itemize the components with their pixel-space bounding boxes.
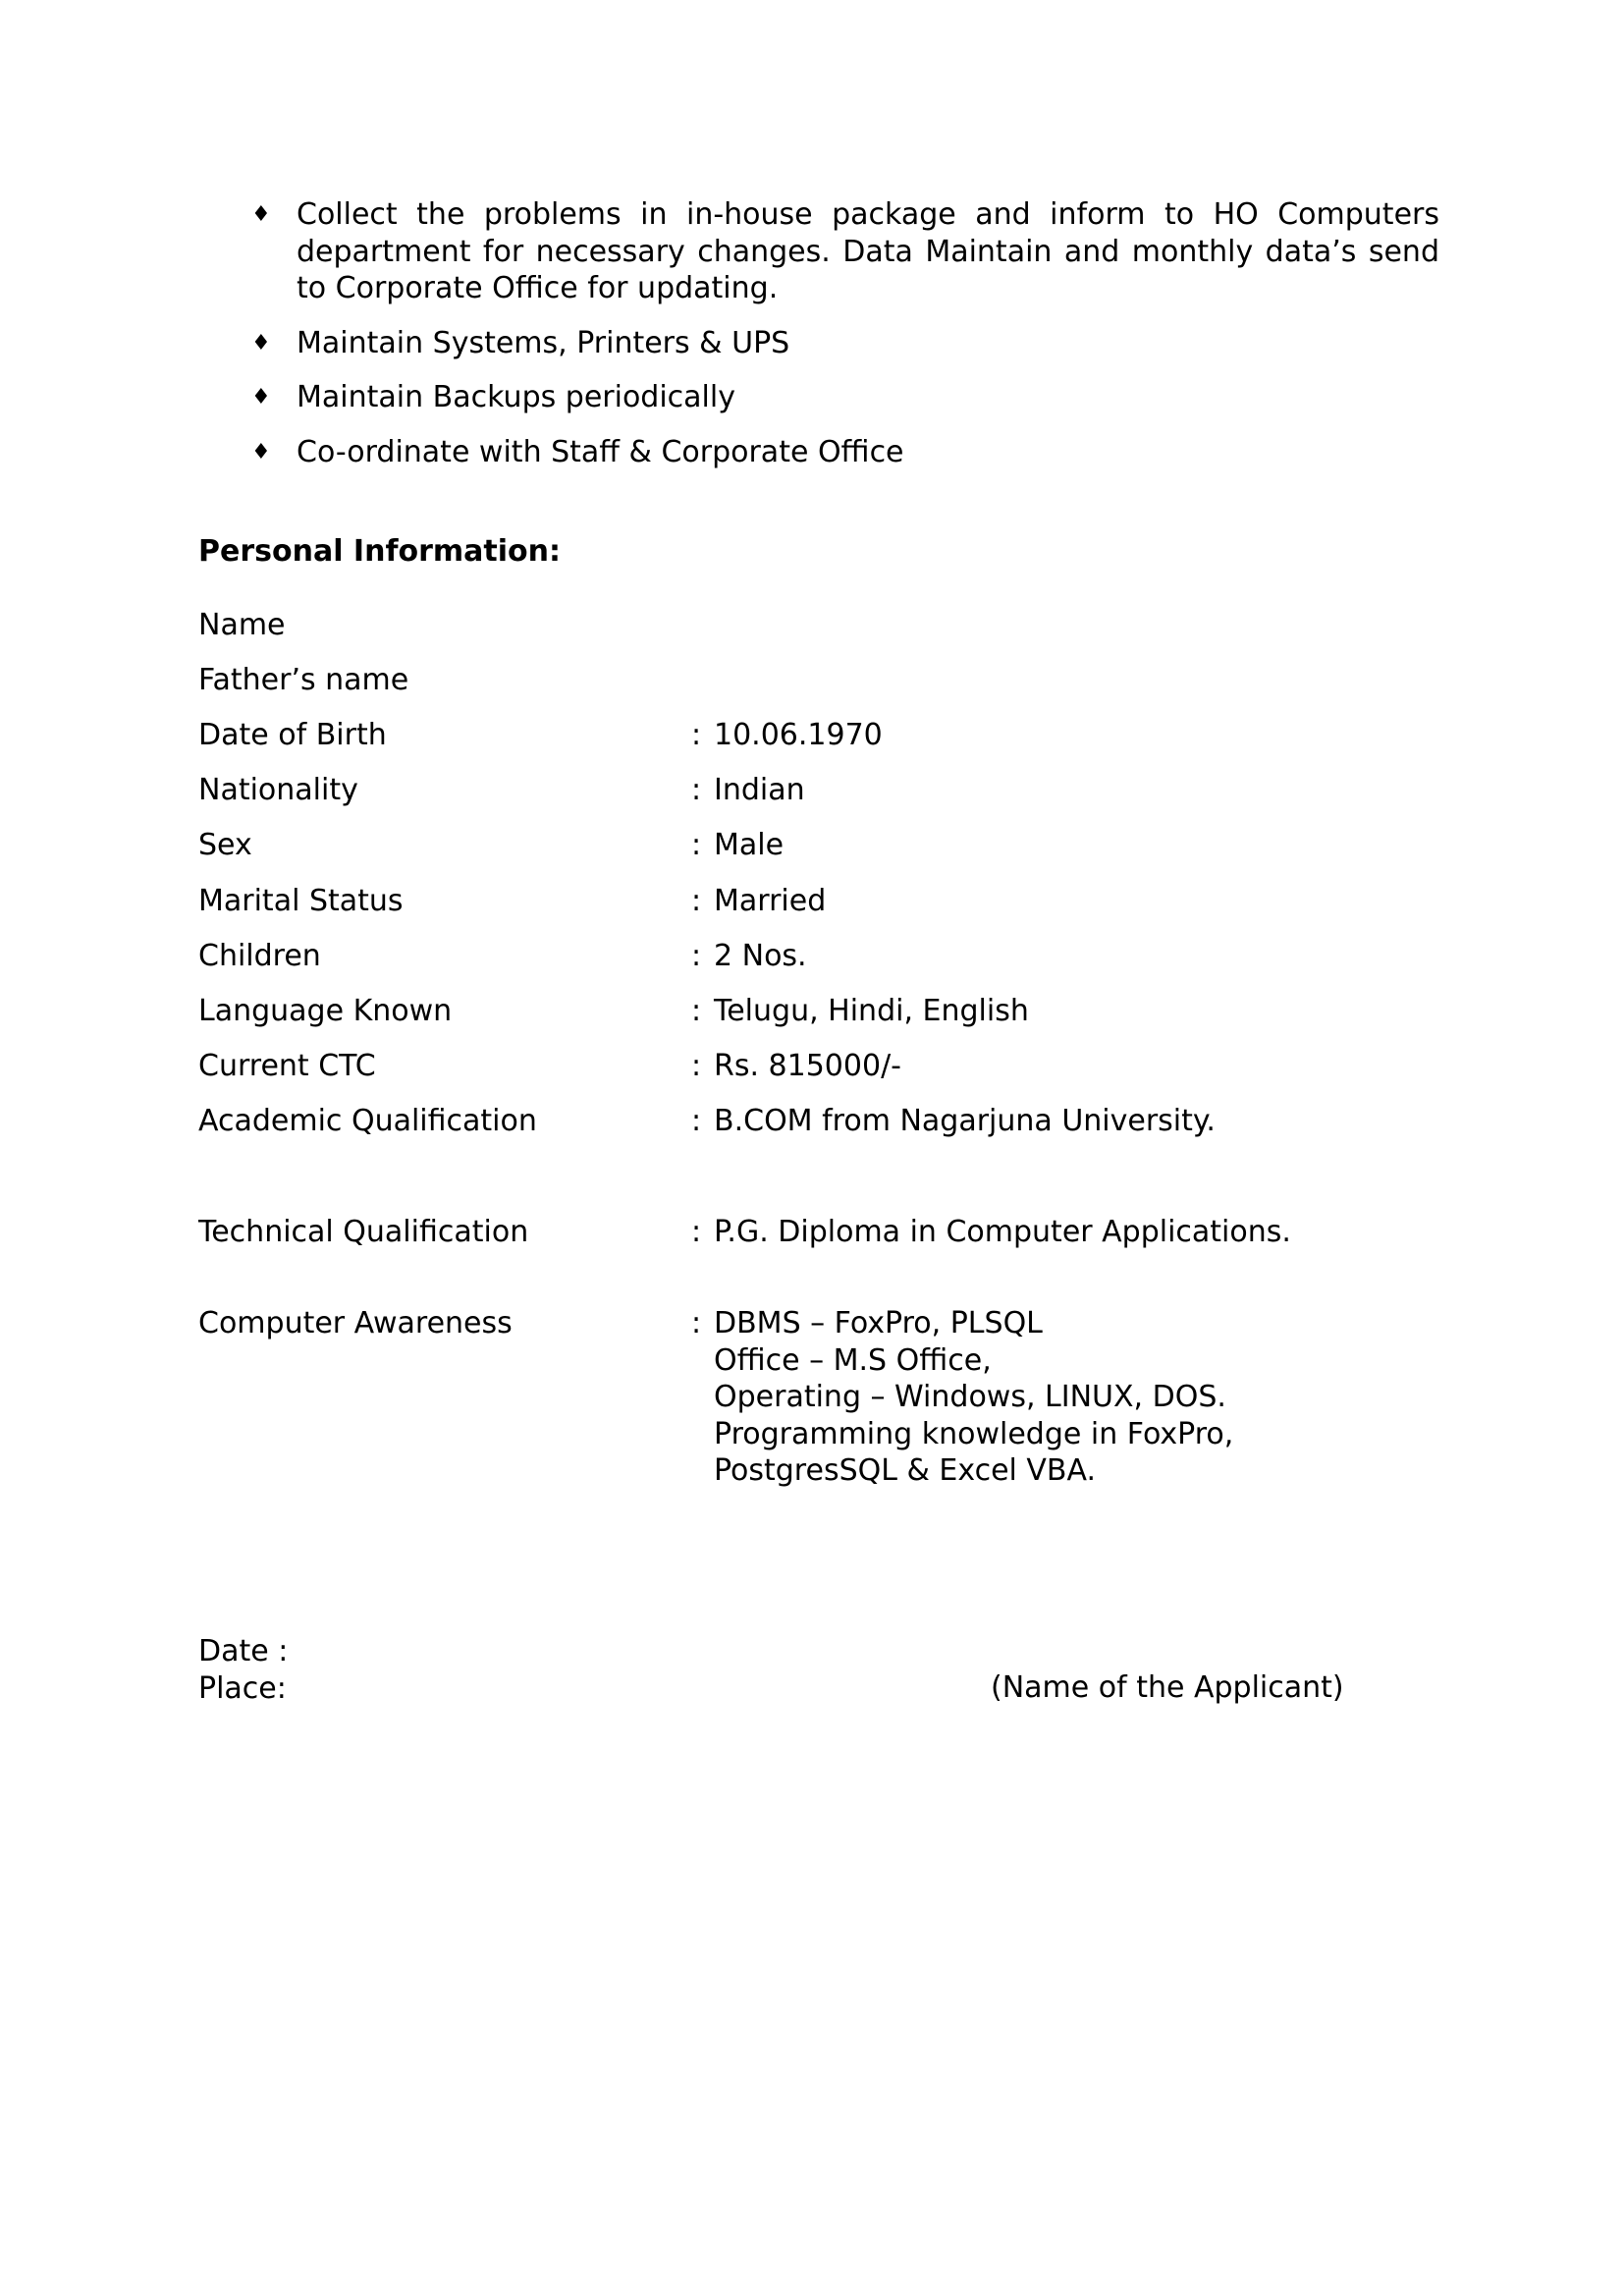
- computer-awareness-line: Operating – Windows, LINUX, DOS.: [714, 1380, 1226, 1414]
- academic-label: Academic Qualification: [198, 1104, 537, 1138]
- separator: :: [691, 718, 702, 752]
- applicant-name-label: (Name of the Applicant): [991, 1670, 1344, 1705]
- dob-label: Date of Birth: [198, 718, 387, 752]
- diamond-bullet-icon: ♦: [251, 202, 271, 227]
- language-value-wrap: [691, 993, 1029, 1030]
- nationality-label: Nationality: [198, 773, 358, 807]
- separator: :: [691, 828, 702, 862]
- marital-status-label: Marital Status: [198, 884, 404, 918]
- separator: :: [691, 884, 702, 918]
- computer-awareness-text: DBMS – FoxPro, PLSQL: [714, 1306, 1043, 1340]
- computer-awareness-line: Programming knowledge in FoxPro,: [714, 1416, 1234, 1451]
- academic-value: B.COM from Nagarjuna University.: [714, 1104, 1216, 1138]
- separator: :: [691, 1215, 702, 1249]
- language-value: Telugu, Hindi, English: [714, 994, 1029, 1028]
- computer-awareness-line: [691, 1305, 1233, 1342]
- name-label: Name: [198, 608, 286, 642]
- sex-label: Sex: [198, 828, 252, 862]
- date-label: Date :: [198, 1634, 289, 1668]
- sex-value: Male: [714, 828, 785, 862]
- personal-information-heading: Personal Information:: [198, 534, 561, 569]
- marital-status-value-wrap: [691, 883, 826, 920]
- ctc-value: Rs. 815000/-: [714, 1049, 902, 1083]
- separator: :: [691, 939, 702, 973]
- computer-awareness-values: [691, 1305, 1233, 1490]
- ctc-label: Current CTC: [198, 1049, 376, 1083]
- fathers-name-label: Father’s name: [198, 663, 409, 697]
- nationality-value-wrap: [691, 772, 805, 809]
- place-label: Place:: [198, 1670, 287, 1706]
- list-item-text: Maintain Systems, Printers & UPS: [297, 325, 790, 360]
- date-place-block: [198, 1633, 288, 1707]
- diamond-bullet-icon: ♦: [251, 439, 271, 465]
- computer-awareness-line: PostgresSQL & Excel VBA.: [714, 1453, 1097, 1488]
- academic-value-wrap: [691, 1103, 1216, 1140]
- list-item-text: Co-ordinate with Staff & Corporate Office: [297, 434, 904, 469]
- language-label: Language Known: [198, 994, 453, 1028]
- list-item: [245, 434, 1439, 471]
- children-label: Children: [198, 939, 321, 973]
- dob-value: 10.06.1970: [714, 718, 883, 752]
- list-item: [245, 196, 1439, 307]
- separator: :: [691, 1306, 702, 1340]
- diamond-bullet-icon: ♦: [251, 330, 271, 355]
- separator: :: [691, 773, 702, 807]
- technical-label: Technical Qualification: [198, 1215, 529, 1249]
- ctc-value-wrap: [691, 1048, 901, 1085]
- separator: :: [691, 1049, 702, 1083]
- computer-awareness-line: Office – M.S Office,: [714, 1342, 992, 1378]
- children-value-wrap: [691, 938, 807, 975]
- diamond-bullet-icon: ♦: [251, 385, 271, 410]
- list-item-text: Collect the problems in in-house package and inform to HO Computers department for necessary changes. Data Maintain and monthly data’s send to Corporate Office for updating.: [297, 197, 1439, 305]
- marital-status-value: Married: [714, 884, 827, 918]
- sex-value-wrap: [691, 827, 784, 864]
- children-value: 2 Nos.: [714, 939, 807, 973]
- responsibilities-list: [245, 196, 1439, 488]
- separator: :: [691, 994, 702, 1028]
- technical-value: P.G. Diploma in Computer Applications.: [714, 1215, 1291, 1249]
- technical-value-wrap: [691, 1214, 1291, 1251]
- computer-awareness-label: Computer Awareness: [198, 1306, 513, 1340]
- list-item: [245, 325, 1439, 362]
- nationality-value: Indian: [714, 773, 805, 807]
- list-item-text: Maintain Backups periodically: [297, 380, 735, 414]
- dob-value-wrap: [691, 717, 883, 754]
- list-item: [245, 379, 1439, 416]
- separator: :: [691, 1104, 702, 1138]
